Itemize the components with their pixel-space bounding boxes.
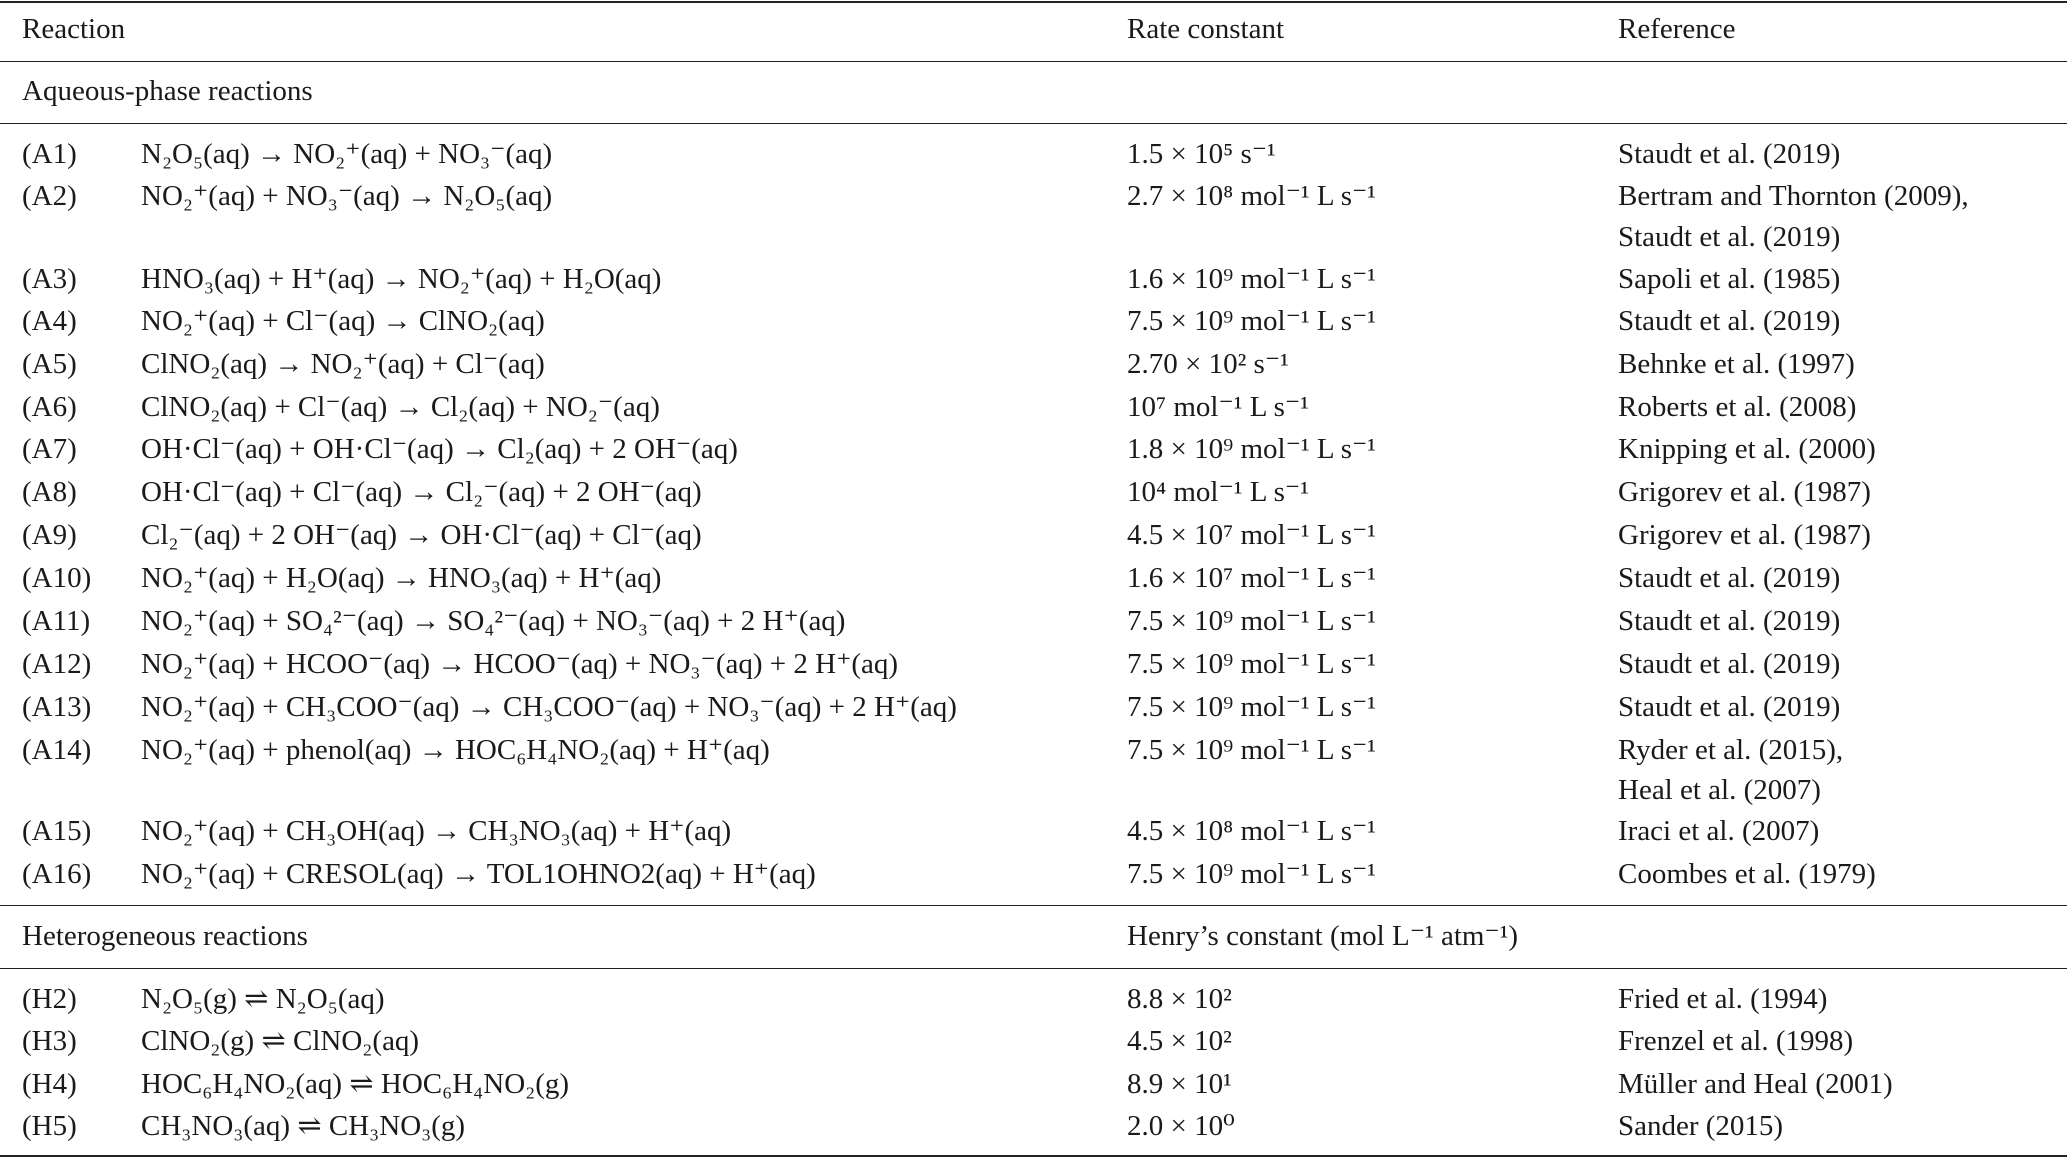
table-row [0,1023,2067,1066]
reaction-equation: OH·Cl⁻(aq) + OH·Cl⁻(aq) → Cl₂(aq) + 2 OH⁻(aq) [141,433,738,465]
heterogeneous-rule-top [0,905,2067,906]
reference: Iraci et al. (2007) [1618,815,1820,847]
reference: Behnke et al. (1997) [1618,348,1855,380]
reaction-equation: NO₂⁺(aq) + Cl⁻(aq) → ClNO₂(aq) [141,305,545,337]
rate-constant: 4.5 × 10⁸ mol⁻¹ L s⁻¹ [1127,815,1377,847]
aqueous-section-title: Aqueous-phase reactions [22,75,313,107]
rate-constant: 7.5 × 10⁹ mol⁻¹ L s⁻¹ [1127,858,1377,890]
reaction-equation: NO₂⁺(aq) + CH₃OH(aq) → CH₃NO₃(aq) + H⁺(aq) [141,815,732,847]
reaction-equation: Cl₂⁻(aq) + 2 OH⁻(aq) → OH·Cl⁻(aq) + Cl⁻(aq) [141,519,702,551]
table-row [0,346,2067,389]
reaction-id: (H2) [22,983,77,1015]
table-row [0,689,2067,732]
reaction-equation: ClNO₂(aq) → NO₂⁺(aq) + Cl⁻(aq) [141,348,545,380]
rate-constant: 10⁷ mol⁻¹ L s⁻¹ [1127,391,1309,423]
henry-constant-header: Henry’s constant (mol L⁻¹ atm⁻¹) [1127,920,1519,952]
rate-constant: 10⁴ mol⁻¹ L s⁻¹ [1127,476,1309,508]
header-reaction: Reaction [22,13,126,45]
header-reference: Reference [1618,13,1736,45]
table-row [0,178,2067,221]
reaction-id: (A13) [22,691,92,723]
heterogeneous-section-row [0,918,2067,961]
table-row [0,303,2067,346]
aqueous-rule [0,123,2067,124]
reaction-equation: NO₂⁺(aq) + phenol(aq) → HOC₆H₄NO₂(aq) + H⁺(aq) [141,734,770,766]
table-row [0,646,2067,689]
reaction-id: (A7) [22,433,77,465]
reaction-id: (H3) [22,1025,77,1057]
rate-constant: 2.70 × 10² s⁻¹ [1127,348,1289,380]
reference: Staudt et al. (2019) [1618,305,1841,337]
reaction-id: (A11) [22,605,91,637]
rate-constant: 1.6 × 10⁷ mol⁻¹ L s⁻¹ [1127,562,1377,594]
reaction-equation: NO₂⁺(aq) + SO₄²⁻(aq) → SO₄²⁻(aq) + NO₃⁻(aq) + 2 H⁺(aq) [141,605,846,637]
rate-constant: 1.8 × 10⁹ mol⁻¹ L s⁻¹ [1127,433,1377,465]
reference: Grigorev et al. (1987) [1618,476,1871,508]
reference: Coombes et al. (1979) [1618,858,1876,890]
header-row [0,11,2067,54]
table-row [0,474,2067,517]
table-row [0,261,2067,304]
reaction-equation: ClNO₂(aq) + Cl⁻(aq) → Cl₂(aq) + NO₂⁻(aq) [141,391,660,423]
reference: Bertram and Thornton (2009), [1618,180,1969,212]
reference: Staudt et al. (2019) [1618,691,1841,723]
reaction-equation: NO₂⁺(aq) + H₂O(aq) → HNO₃(aq) + H⁺(aq) [141,562,662,594]
table-row [0,856,2067,899]
reference: Staudt et al. (2019) [1618,648,1841,680]
reference: Knipping et al. (2000) [1618,433,1876,465]
header-rule [0,61,2067,62]
bottom-rule [0,1155,2067,1157]
table-row [0,389,2067,432]
reaction-id: (H5) [22,1110,77,1142]
reference: Ryder et al. (2015), [1618,734,1844,766]
reference: Sander (2015) [1618,1110,1784,1142]
reaction-equation: NO₂⁺(aq) + HCOO⁻(aq) → HCOO⁻(aq) + NO₃⁻(aq) + 2 H⁺(aq) [141,648,899,680]
reaction-equation: HNO₃(aq) + H⁺(aq) → NO₂⁺(aq) + H₂O(aq) [141,263,662,295]
rate-constant: 1.6 × 10⁹ mol⁻¹ L s⁻¹ [1127,263,1377,295]
rate-constant: 2.7 × 10⁸ mol⁻¹ L s⁻¹ [1127,180,1377,212]
reference: Roberts et al. (2008) [1618,391,1857,423]
reaction-id: (A2) [22,180,77,212]
table-row [0,1066,2067,1109]
table-row [0,560,2067,603]
reaction-id: (A10) [22,562,92,594]
reference: Fried et al. (1994) [1618,983,1828,1015]
rate-constant: 4.5 × 10⁷ mol⁻¹ L s⁻¹ [1127,519,1377,551]
rate-constant: 7.5 × 10⁹ mol⁻¹ L s⁻¹ [1127,734,1377,766]
henry-constant: 8.9 × 10¹ [1127,1068,1232,1100]
reference: Staudt et al. (2019) [1618,562,1841,594]
reaction-equation: CH₃NO₃(aq) ⇌ CH₃NO₃(g) [141,1110,466,1142]
reaction-equation: HOC₆H₄NO₂(aq) ⇌ HOC₆H₄NO₂(g) [141,1068,570,1100]
table-row [0,981,2067,1024]
aqueous-section-row [0,73,2067,116]
rate-constant: 7.5 × 10⁹ mol⁻¹ L s⁻¹ [1127,648,1377,680]
table-row [0,732,2067,775]
reaction-id: (A3) [22,263,77,295]
reference: Müller and Heal (2001) [1618,1068,1893,1100]
reaction-id: (A4) [22,305,77,337]
reaction-equation: NO₂⁺(aq) + CRESOL(aq) → TOL1OHNO2(aq) + H⁺(aq) [141,858,816,890]
rate-constant: 7.5 × 10⁹ mol⁻¹ L s⁻¹ [1127,691,1377,723]
table-row [0,136,2067,179]
table-row [0,813,2067,856]
reference: Staudt et al. (2019) [1618,605,1841,637]
henry-constant: 4.5 × 10² [1127,1025,1232,1057]
reaction-equation: N₂O₅(aq) → NO₂⁺(aq) + NO₃⁻(aq) [141,138,553,170]
reaction-equation: ClNO₂(g) ⇌ ClNO₂(aq) [141,1025,420,1057]
reaction-id: (A14) [22,734,92,766]
reaction-id: (A6) [22,391,77,423]
reaction-id: (A8) [22,476,77,508]
reaction-equation: NO₂⁺(aq) + CH₃COO⁻(aq) → CH₃COO⁻(aq) + NO₃⁻(aq) + 2 H⁺(aq) [141,691,957,723]
reaction-id: (A16) [22,858,92,890]
heterogeneous-section-title: Heterogeneous reactions [22,920,308,952]
reaction-id: (A15) [22,815,92,847]
reference: Staudt et al. (2019) [1618,221,1841,253]
table-row [0,517,2067,560]
reaction-id: (A1) [22,138,77,170]
heterogeneous-rule [0,968,2067,969]
top-rule [0,1,2067,3]
reaction-equation: OH·Cl⁻(aq) + Cl⁻(aq) → Cl₂⁻(aq) + 2 OH⁻(aq) [141,476,702,508]
reference: Heal et al. (2007) [1618,774,1821,806]
rate-constant: 7.5 × 10⁹ mol⁻¹ L s⁻¹ [1127,605,1377,637]
reaction-equation: N₂O₅(g) ⇌ N₂O₅(aq) [141,983,385,1015]
reference: Sapoli et al. (1985) [1618,263,1841,295]
table-row-continuation [0,772,2067,815]
table-row-continuation [0,219,2067,262]
henry-constant: 8.8 × 10² [1127,983,1232,1015]
reaction-id: (H4) [22,1068,77,1100]
table-row [0,431,2067,474]
table-row [0,1108,2067,1151]
rate-constant: 1.5 × 10⁵ s⁻¹ [1127,138,1276,170]
header-rate-constant: Rate constant [1127,13,1285,45]
table-row [0,603,2067,646]
reference: Frenzel et al. (1998) [1618,1025,1854,1057]
henry-constant: 2.0 × 10⁰ [1127,1110,1235,1142]
reaction-id: (A9) [22,519,77,551]
reference: Staudt et al. (2019) [1618,138,1841,170]
reaction-id: (A5) [22,348,77,380]
reaction-id: (A12) [22,648,92,680]
reaction-equation: NO₂⁺(aq) + NO₃⁻(aq) → N₂O₅(aq) [141,180,553,212]
rate-constant: 7.5 × 10⁹ mol⁻¹ L s⁻¹ [1127,305,1377,337]
reference: Grigorev et al. (1987) [1618,519,1871,551]
